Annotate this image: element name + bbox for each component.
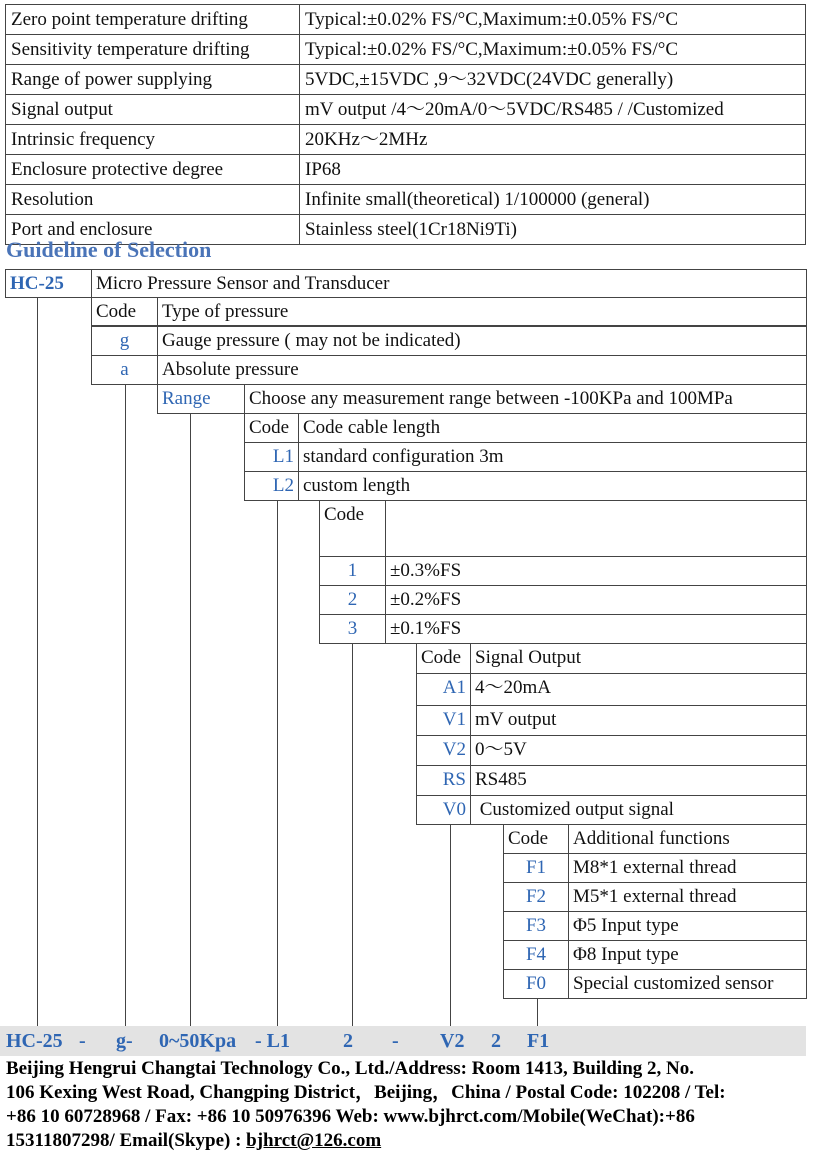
table-row bbox=[6, 35, 806, 65]
model-code: HC-25 bbox=[5, 269, 92, 298]
signal-code: RS bbox=[416, 765, 471, 796]
function-code: F0 bbox=[503, 969, 569, 999]
functions-title: Additional functions bbox=[568, 824, 807, 854]
footer-line: 106 Kexing West Road, Changping District，Beijing，China / Postal Code: 102208 / Tel: bbox=[6, 1082, 726, 1103]
cable-title: Code cable length bbox=[298, 413, 807, 443]
table-row bbox=[6, 125, 806, 155]
pressure-code: a bbox=[91, 355, 158, 385]
cable-code: L2 bbox=[244, 471, 299, 501]
connector-line bbox=[277, 500, 278, 1026]
signal-code: A1 bbox=[416, 673, 471, 706]
signal-desc: Customized output signal bbox=[470, 795, 807, 825]
section-heading: Guideline of Selection bbox=[6, 237, 212, 262]
accuracy-title bbox=[385, 500, 807, 557]
spec-value: 20KHz～2MHz bbox=[300, 125, 806, 155]
company-footer bbox=[6, 1057, 818, 1153]
cable-desc: standard configuration 3m bbox=[298, 442, 807, 472]
example-signal: V2 bbox=[440, 1030, 465, 1052]
function-code: F3 bbox=[503, 911, 569, 941]
spec-value: Stainless steel(1Cr18Ni9Ti) bbox=[300, 215, 806, 245]
example-accuracy: 2 bbox=[343, 1030, 353, 1052]
spec-key: Enclosure protective degree bbox=[6, 155, 300, 185]
spec-key: Sensitivity temperature drifting bbox=[6, 35, 300, 65]
spec-value: Infinite small(theoretical) 1/100000 (general) bbox=[300, 185, 806, 215]
signal-desc: RS485 bbox=[470, 765, 807, 796]
table-row bbox=[6, 155, 806, 185]
example-dash: - bbox=[392, 1030, 399, 1052]
accuracy-desc: ±0.1%FS bbox=[385, 614, 807, 644]
example-function: F1 bbox=[527, 1030, 550, 1052]
spec-key: Intrinsic frequency bbox=[6, 125, 300, 155]
footer-line bbox=[6, 1129, 818, 1153]
accuracy-desc: ±0.2%FS bbox=[385, 585, 807, 615]
cable-code: L1 bbox=[244, 442, 299, 472]
connector-line bbox=[125, 384, 126, 1026]
function-code: F2 bbox=[503, 882, 569, 912]
accuracy-code: 1 bbox=[319, 556, 386, 586]
function-desc: M8*1 external thread bbox=[568, 853, 807, 883]
accuracy-code: 2 bbox=[319, 585, 386, 615]
signal-desc: 4～20mA bbox=[470, 673, 807, 706]
signal-code-header: Code bbox=[416, 643, 471, 674]
footer-line: +86 10 60728968 / Fax: +86 10 50976396 Web: www.bjhrct.com/Mobile(WeChat):+86 bbox=[6, 1106, 695, 1127]
connector-line bbox=[537, 998, 538, 1026]
table-row bbox=[6, 185, 806, 215]
function-desc: Φ8 Input type bbox=[568, 940, 807, 970]
spec-value: mV output /4～20mA/0～5VDC/RS485 / /Customized bbox=[300, 95, 806, 125]
spec-value: Typical:±0.02% FS/°C,Maximum:±0.05% FS/°C bbox=[300, 35, 806, 65]
spec-table bbox=[5, 4, 806, 245]
pressure-code: g bbox=[91, 326, 158, 356]
spec-value: 5VDC,±15VDC ,9～32VDC(24VDC generally) bbox=[300, 65, 806, 95]
accuracy-code-header: Code bbox=[319, 500, 386, 557]
signal-title: Signal Output bbox=[470, 643, 807, 674]
cable-code-header: Code bbox=[244, 413, 299, 443]
range-code: Range bbox=[157, 384, 245, 414]
example-pressure: g- bbox=[116, 1030, 133, 1052]
spec-value: IP68 bbox=[300, 155, 806, 185]
accuracy-code: 3 bbox=[319, 614, 386, 644]
connector-line bbox=[352, 642, 353, 1026]
range-desc: Choose any measurement range between -100KPa and 100MPa bbox=[244, 384, 807, 414]
table-row bbox=[6, 65, 806, 95]
connector-line bbox=[450, 824, 451, 1026]
spec-value: Typical:±0.02% FS/°C,Maximum:±0.05% FS/°C bbox=[300, 5, 806, 35]
example-model: HC-25 bbox=[6, 1030, 63, 1052]
spec-key: Signal output bbox=[6, 95, 300, 125]
pressure-code-header: Code bbox=[91, 297, 158, 326]
function-desc: M5*1 external thread bbox=[568, 882, 807, 912]
spec-key: Resolution bbox=[6, 185, 300, 215]
table-row bbox=[6, 95, 806, 125]
example-range: 0~50Kpa bbox=[159, 1030, 237, 1052]
signal-code: V1 bbox=[416, 705, 471, 736]
pressure-desc: Gauge pressure ( may not be indicated) bbox=[157, 326, 807, 356]
spec-key: Range of power supplying bbox=[6, 65, 300, 95]
signal-code: V0 bbox=[416, 795, 471, 825]
footer-email-label: 15311807298/ Email(Skype) : bbox=[6, 1130, 247, 1151]
function-desc: Φ5 Input type bbox=[568, 911, 807, 941]
function-desc: Special customized sensor bbox=[568, 969, 807, 999]
cable-desc: custom length bbox=[298, 471, 807, 501]
connector-line bbox=[190, 413, 191, 1026]
pressure-desc: Absolute pressure bbox=[157, 355, 807, 385]
footer-line: Beijing Hengrui Changtai Technology Co., Ltd./Address: Room 1413, Building 2, No. bbox=[6, 1058, 694, 1079]
example-cable: - L1 bbox=[255, 1030, 290, 1052]
signal-desc: 0～5V bbox=[470, 735, 807, 766]
example-accuracy-repeat: 2 bbox=[491, 1030, 501, 1052]
spec-key: Zero point temperature drifting bbox=[6, 5, 300, 35]
function-code: F1 bbox=[503, 853, 569, 883]
function-code: F4 bbox=[503, 940, 569, 970]
functions-code-header: Code bbox=[503, 824, 569, 854]
table-row bbox=[6, 5, 806, 35]
email-link[interactable]: bjhrct@126.com bbox=[246, 1130, 382, 1151]
connector-line bbox=[37, 297, 38, 1026]
spec-key: Port and enclosure bbox=[6, 215, 300, 245]
signal-desc: mV output bbox=[470, 705, 807, 736]
example-dash: - bbox=[79, 1030, 86, 1052]
signal-code: V2 bbox=[416, 735, 471, 766]
pressure-title: Type of pressure bbox=[157, 297, 807, 326]
accuracy-desc: ±0.3%FS bbox=[385, 556, 807, 586]
model-description: Micro Pressure Sensor and Transducer bbox=[91, 269, 807, 298]
